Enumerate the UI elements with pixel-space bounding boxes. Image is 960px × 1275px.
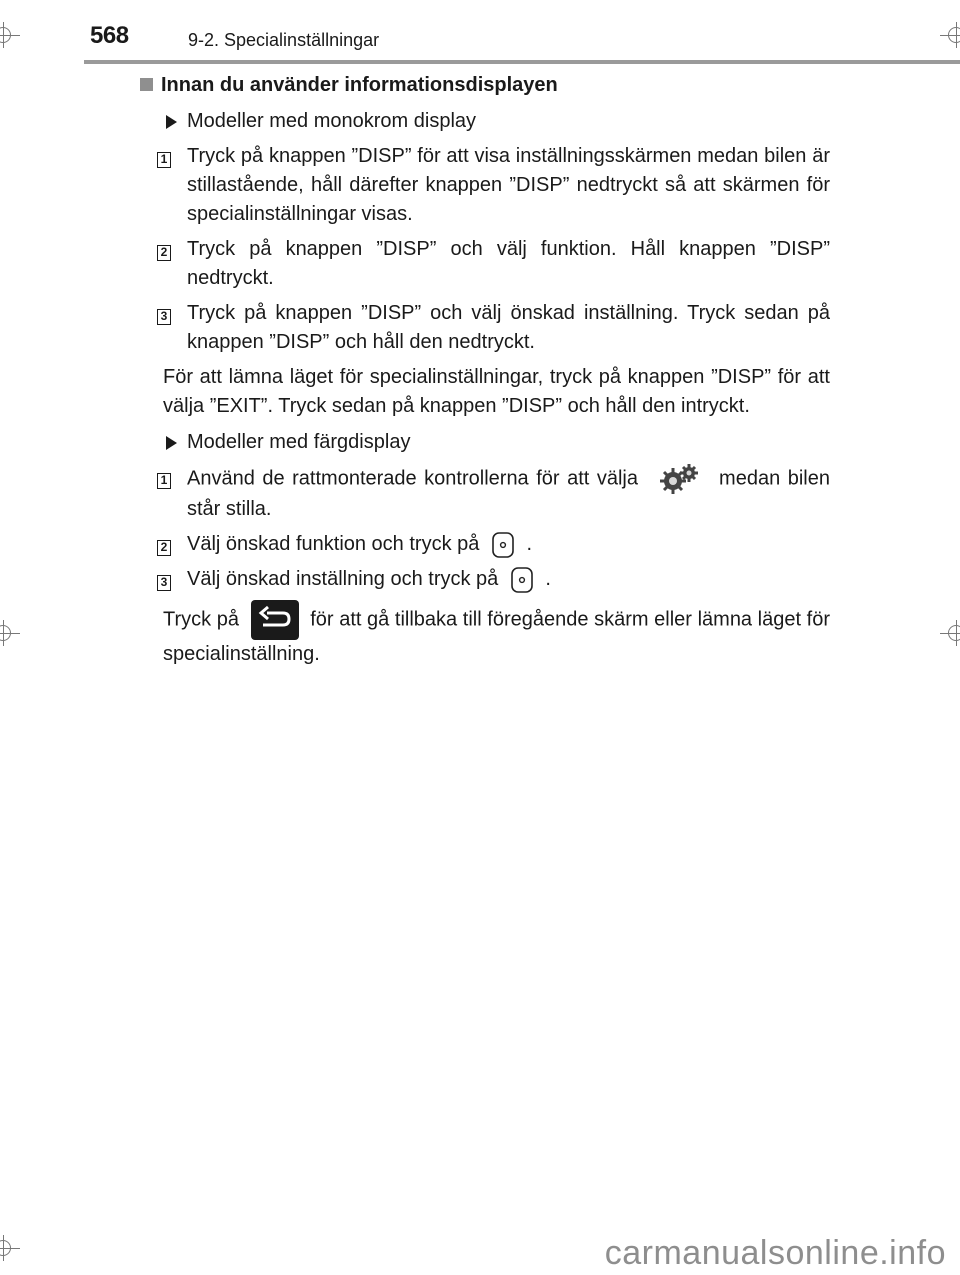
subhead-monochrome	[135, 106, 830, 136]
mono-step-1	[135, 142, 830, 229]
triangle-bullet-icon	[166, 436, 177, 450]
color-step-1	[135, 463, 830, 524]
back-button-icon	[251, 600, 299, 640]
heading	[135, 70, 830, 100]
ok-button-icon	[510, 566, 534, 594]
subhead-color-text: Modeller med färgdisplay	[187, 431, 411, 453]
ok-button-icon	[491, 531, 515, 559]
step-number: 3	[157, 575, 171, 591]
step-number: 2	[157, 540, 171, 556]
color-step-3	[135, 565, 830, 594]
section-title: 9-2. Specialinställningar	[188, 30, 380, 50]
back-note	[135, 600, 830, 669]
step-number: 1	[157, 152, 171, 168]
step-text-before: Använd de rattmonterade kontrollerna för att välja	[187, 467, 638, 490]
heading-text: Innan du använder informationsdisplayen	[161, 74, 558, 96]
exit-note: För att lämna läget för specialinställningar, tryck på knappen ”DISP” för att välja ”EXIT”. Tryck sedan på knappen ”DISP” och håll den intryckt.	[163, 366, 830, 417]
back-note-before: Tryck på	[163, 608, 239, 631]
step-text-after: .	[545, 568, 551, 590]
settings-gears-icon	[654, 463, 704, 495]
step-number: 1	[157, 473, 171, 489]
triangle-bullet-icon	[166, 115, 177, 129]
step-number: 3	[157, 309, 171, 325]
back-note-after: för att gå tillbaka till föregående skärm eller lämna läget för specialinställning.	[163, 608, 831, 665]
subhead-monochrome-text: Modeller med monokrom display	[187, 110, 477, 132]
step-text-before: Välj önskad funktion och tryck på	[187, 533, 480, 555]
mono-step-3	[135, 299, 830, 357]
step-text-after: .	[526, 533, 533, 555]
content	[135, 70, 830, 669]
subhead-color	[135, 427, 830, 457]
step-text: Tryck på knappen ”DISP” och välj önskad inställning. Tryck sedan på knappen ”DISP” och håll den nedtryckt.	[187, 302, 830, 353]
page-number: 568	[90, 22, 129, 49]
square-bullet-icon	[140, 78, 153, 91]
watermark: carmanualsonline.info	[604, 1234, 946, 1272]
step-text: Tryck på knappen ”DISP” och välj funktion. Håll knappen ”DISP” nedtryckt.	[187, 238, 830, 289]
step-text-before: Välj önskad inställning och tryck på	[187, 568, 499, 590]
step-number: 2	[157, 245, 171, 261]
mono-step-2	[135, 235, 830, 293]
step-text-after: medan bilen står stilla.	[187, 467, 830, 520]
step-text: Tryck på knappen ”DISP” för att visa inställningsskärmen medan bilen är stillastående, håll därefter knappen ”DISP” nedtryckt så att skärmen för specialinställningar visas.	[187, 145, 830, 225]
header-rule	[84, 60, 960, 64]
color-step-2	[135, 530, 830, 559]
